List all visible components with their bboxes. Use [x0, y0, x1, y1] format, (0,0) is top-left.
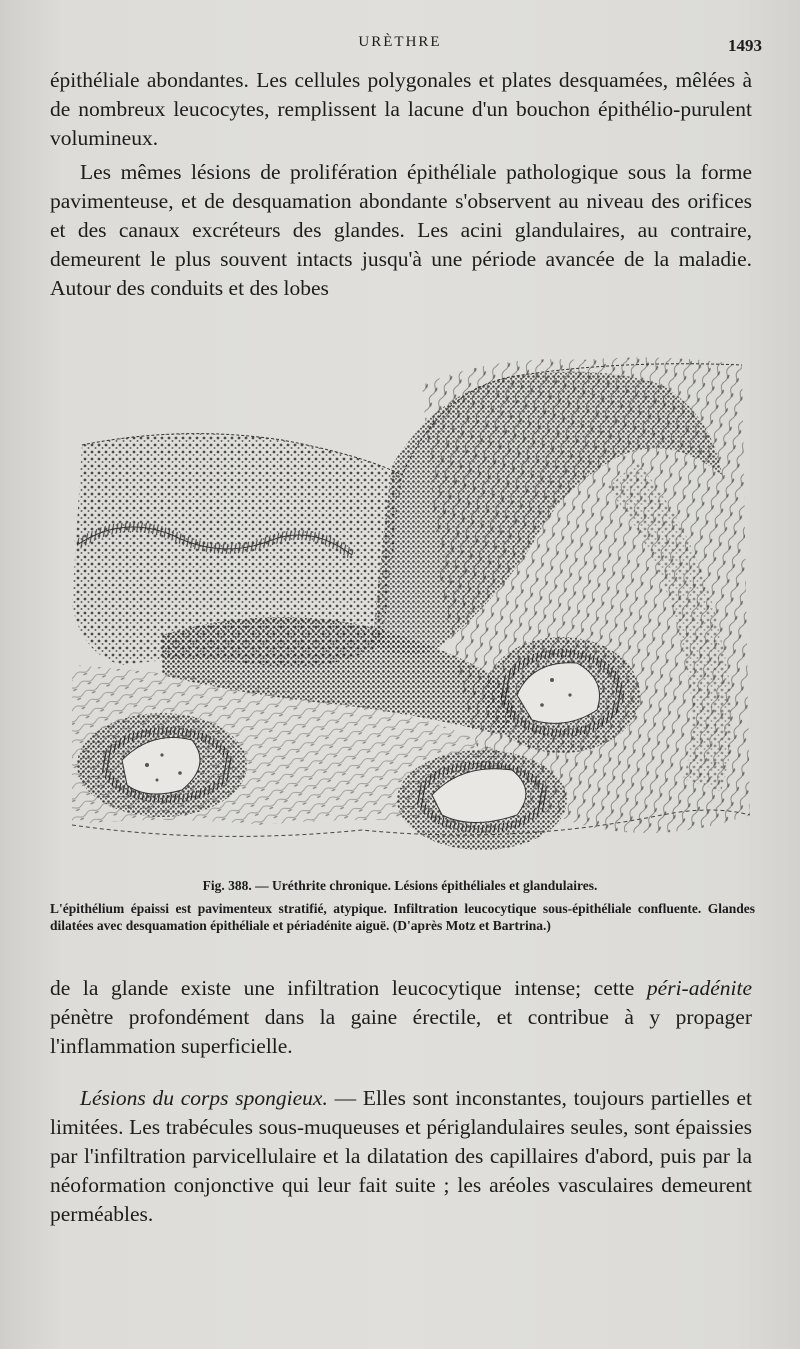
- figure-caption-body: L'épithélium épaissi est pavimenteux stratifié, atypique. Infiltration leucocytique sous-épithéliale confluente. Glandes dilatées avec desquamation épithéliale et périadénite aiguë. (D'après Motz et Bartrina.): [50, 901, 755, 933]
- running-head: [0, 34, 800, 54]
- paragraph-1: épithéliale abondantes. Les cellules polygonales et plates desquamées, mêlées à de nombreux leucocytes, remplissent la lacune d'un bouchon épithélio-purulent volumineux.: [50, 68, 752, 150]
- paragraph-3-term: péri-adénite: [646, 976, 752, 1000]
- section-heading-inline: Lésions du corps spongieux.: [80, 1086, 328, 1110]
- paragraph-3-end: pénètre profondément dans la gaine érectile, et contribue à y propager l'inflammation superficielle.: [50, 1005, 752, 1058]
- running-title: URÈTHRE: [358, 34, 442, 50]
- histology-illustration: [62, 345, 752, 870]
- figure-caption-title: Fig. 388. — Uréthrite chronique. Lésions épithéliales et glandulaires.: [202, 878, 598, 893]
- paragraph-3: [50, 974, 752, 1061]
- paragraph-2: Les mêmes lésions de prolifération épithéliale pathologique sous la forme pavimenteuse, et de desquamation abondante s'observent au niveau des orifices et des canaux excréteurs des glandes. Les acini glandulaires, au contraire, demeurent le plus souvent intacts jusqu'à une période avancée de la maladie. Autour des conduits et des lobes: [50, 160, 752, 300]
- paragraph-4: [50, 1084, 752, 1229]
- paragraph-3-start: de la glande existe une infiltration leucocytique intense; cette: [50, 976, 647, 1000]
- page-number: 1493: [728, 36, 762, 55]
- paragraph-4-text: — Elles sont inconstantes, toujours partielles et limitées. Les trabécules sous-muqueuses et périglandulaires seules, sont épaissies par l'infiltration parvicellulaire et la dilatation des capillaires d'abord, puis par la néoformation conjonctive qui leur fait suite ; les aréoles vasculaires demeurent perméables.: [50, 1086, 752, 1226]
